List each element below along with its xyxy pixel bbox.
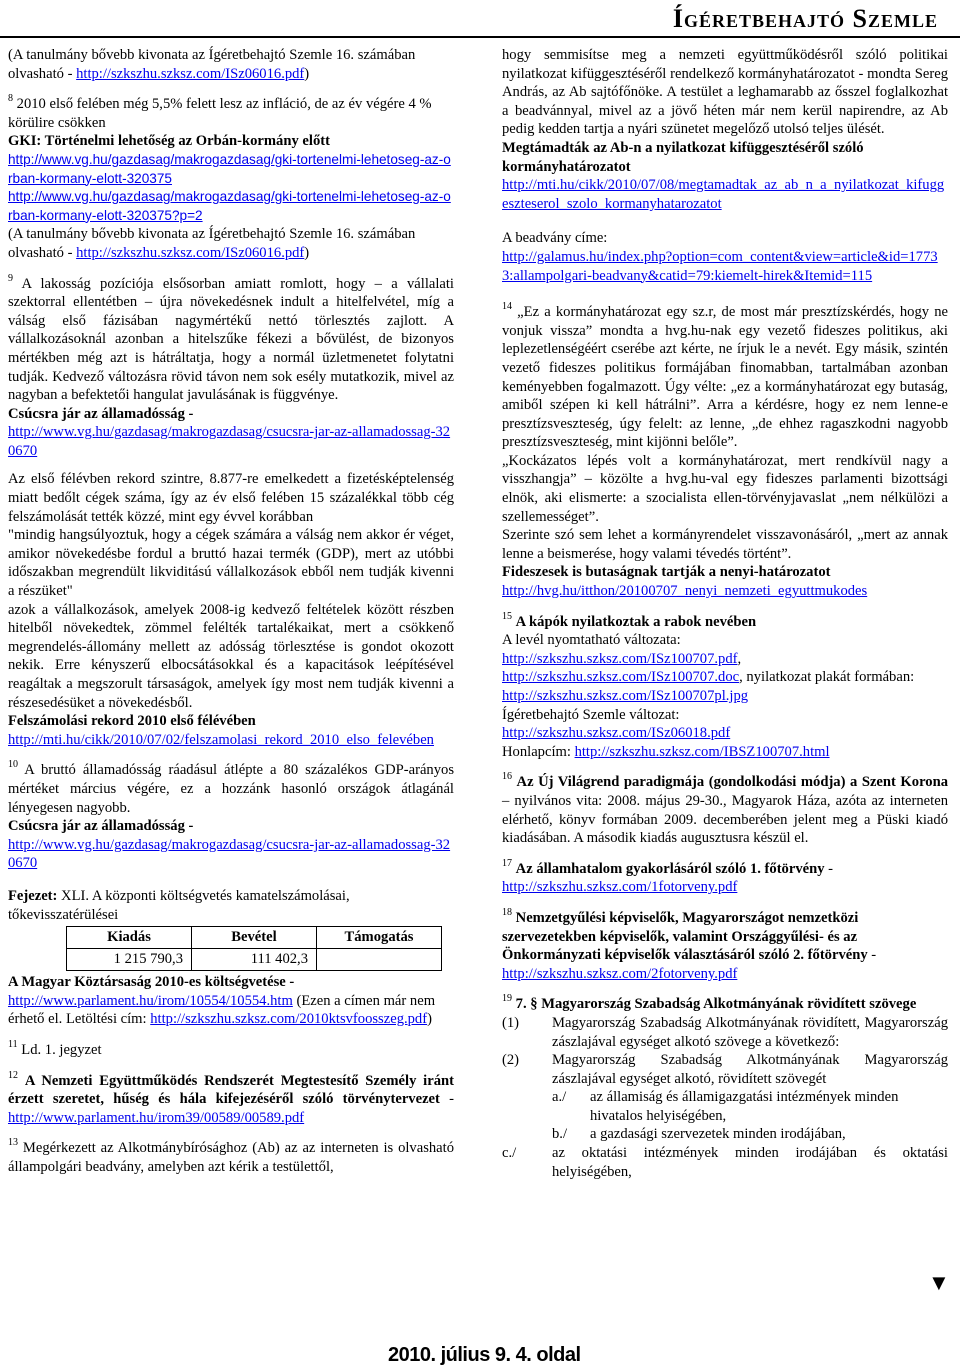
continue-arrow-icon: ▼ (928, 1270, 950, 1295)
list-item: c./ az oktatási intézmények minden irodájában és oktatási helyiségében, (502, 1145, 948, 1180)
quote: "mindig hangsúlyoztuk, hogy a cégek számára a válság nem akkor ér véget, amikor növekedésbe fordul a bruttó hazai termék (GDP), mert az utóbbi időszakban megrendült likviditású vállalkozások ebből nem tudják kivenni a részüket" (8, 527, 454, 600)
link[interactable]: http://hvg.hu/itthon/20100707_nenyi_nemzeti_egyuttmukodes (502, 583, 868, 600)
link[interactable]: http://www.vg.hu/gazdasag/makrogazdasag/csucsra-jar-az-allamadossag-320670 (8, 424, 451, 459)
link[interactable]: http://szkszhu.szksz.com/ISz100707.pdf (502, 650, 738, 667)
article-title: Felszámolási rekord 2010 első félévében (8, 713, 256, 730)
link[interactable]: http://szkszhu.szksz.com/ISz100707.doc (502, 669, 740, 686)
link[interactable]: http://www.parlament.hu/irom/10554/10554.htm (8, 992, 293, 1009)
link[interactable]: http://www.vg.hu/gazdasag/makrogazdasag/gki-tortenelmi-lehetoseg-az-orban-kormany-elott-320375?p=2 (8, 189, 451, 223)
label: A beadvány címe: (502, 230, 608, 247)
link[interactable]: http://galamus.hu/index.php?option=com_content&view=article&id=17733:allampolgari-beadvany&catid=79:kiemelt-hirek&Itemid=115 (502, 248, 938, 284)
table-cell: 111 402,3 (192, 949, 317, 971)
table-row (67, 949, 442, 971)
list-item: a./ az államiság és államigazgatási intézmények minden hivatalos helyiségében, (552, 1089, 899, 1124)
article-title: Fideszesek is butaságnak tartják a nenyi-határozatot (502, 564, 831, 581)
constitution-list (502, 1014, 948, 1181)
article-title: Megtámadták az Ab-n a nyilatkozat kifüggesztéséről szóló kormányhatározatot (502, 139, 864, 175)
link[interactable]: http://szkszhu.szksz.com/1fotorveny.pdf (502, 879, 738, 896)
left-column (8, 46, 454, 1176)
article-title: Csúcsra jár az államadósság - (8, 405, 194, 422)
link[interactable]: http://szkszhu.szksz.com/IBSZ100707.html (574, 743, 830, 760)
table-header: Bevétel (192, 927, 317, 949)
paragraph: Az első félévben rekord szintre, 8.877-re emelkedett a fizetésképtelenség miatt bedőlt cégek száma, így az év első felében 15 százalékkal több cég felszámolását tették közzé, mint egy évvel korábban (8, 471, 454, 525)
list-item: (1) Magyarország Szabadság Alkotmányának rövidített, Magyarország zászlajával egységet alkotó szövege a következő: (502, 1014, 948, 1050)
footnote-18: $^{18}$ Nemzetgyűlési képviselők, Magyarországot nemzetközi szervezetekben képviselők, valamint Országgyűlési- és az Önkormányzati képviselők választásáról szóló 2. főtörvény - (502, 906, 877, 964)
footnote-9: $^9$ A lakosság pozíciója elsősorban amiatt romlott, hogy – a vállalati szektorral ellentétben – újra növekedésnek indult a hitelfelvétel, míg a válság első fázisában nagymértékű nettó törlesztés zajlott. A vállalkozásoknál azonban a hitelszűke fékezi a bővülést, de bizonyos mértékben még azt is hátráltatja, hogy a normál üzletmenetet folytatni tudják. Kedvező változásra rövid távon nem sok esély mutatkozik, mivel az nagyban a befektetői hangulat javulásának is függvénye. (8, 272, 454, 404)
table-header: Támogatás (317, 927, 442, 949)
link[interactable]: http://szkszhu.szksz.com/ISz100707pl.jpg (502, 688, 749, 704)
table-cell: 1 215 790,3 (67, 949, 192, 971)
page-header (0, 0, 960, 38)
paragraph: hogy semmisítse meg a nemzeti együttműködésről szóló politikai nyilatkozat kifüggesztéséről rendelkező kormányhatározatot - mondta Sereg András, az Ab sajtófőnöke. A testület a leghamarabb az ősszel foglalkozhat a beadvánnyal, mivel az a jövő héten már nem kerül napirendre, az Ab pedig kedden tartja a nyári szünetet megelőző utolsó teljes ülését. (502, 47, 948, 138)
footnote-15: $^{15}$ A kápók nyilatkoztak a rabok nevében (502, 610, 757, 630)
paragraph: (A tanulmány bővebb kivonata az Ígéretbehajtó Szemle 16. számában olvasható - http://szkszhu.szksz.com/ISz06016.pdf) (8, 47, 416, 82)
link[interactable]: http://mti.hu/cikk/2010/07/02/felszamolasi_rekord_2010_elso_felevében (8, 731, 434, 748)
footnote-16: $^{16}$ Az Új Világrend paradigmája (gondolkodási módja) a Szent Korona – nyilvános vita: 2008. május 29-30., Magyarok Háza, azóta az interneten elérhető, könyv formában 2009. decemberében jelent meg a Püski kiadó kiadásában. A második kiadás augusztusra készül el. (502, 771, 948, 847)
chapter-line: Fejezet: XLI. A központi költségvetés kamatelszámolásai, tőkevisszatérülései (8, 887, 350, 923)
page-footer (0, 1342, 960, 1370)
footnote-14: $^{14}$ „Ez a kormányhatározat egy sz.r, de most már presztízskérdés, hogy ne vonjuk vissza” mondta a hvg.hu-nak egy vezető fideszes politikus, aki leplezetlenségéért cserébe azt kérte, ne írjuk le a nevét. Egy másik, szintén vezető fideszes politikus formájában finomabban, tartalmában azonban keményebben fogalmazott. Úgy vélte: „ez a kormányhatározat egy butaság, amiből szépen ki kell hátrálni”. Arra a kérdésre, hogy ez nem lenne-e presztízsveszteség, úgy felelt: az lenne, „de ehhez ragaszkodni nagyobb presztízsveszteség, mint kijönni belőle”. (502, 301, 948, 451)
page-footer-text: 2010. július 9. 4. oldal (388, 1344, 581, 1366)
footnote-19: $^{19}$ 7. § Magyarország Szabadság Alkotmányának rövidített szövege (502, 993, 917, 1013)
paragraph: (A tanulmány bővebb kivonata az Ígéretbehajtó Szemle 16. számában olvasható - http://szkszhu.szksz.com/ISz06016.pdf) (8, 226, 416, 261)
footnote-17: $^{17}$ Az államhatalom gyakorlásáról szóló 1. főtörvény - (502, 857, 834, 877)
footnote-10: $^{10}$ A bruttó államadósság ráadásul átlépte a 80 százalékos GDP-arányos mértéket március végére, ez a hozzánk hasonló országok átlagánál lényegesen nagyobb. (8, 759, 454, 816)
list-item: b./ a gazdasági szervezetek minden irodájában, (552, 1126, 846, 1143)
link[interactable]: http://szkszhu.szksz.com/ISz06018.pdf (502, 725, 731, 742)
right-column: hogy semmisítse meg a nemzeti együttműködésről szóló politikai nyilatkozat kifüggesztéséről rendelkező kormányhatározatot - mondta Sereg András, az Ab sajtófőnöke. A testület a leghamarabb az ősszel foglalkozhat a beadvánnyal, mivel az a jövő héten már nem kerül napirendre, az Ab pedig kedden tartja a nyári szünetet megelőző utolsó teljes ülését. Megtámadták az Ab-n a nyilatkozat kifüggesztéséről szóló kormányhatározatot http://mti.hu/cikk/2010/07/08/megtamadtak_az_ab_n_a_nyilatkozat_kifuggeszteserol_szolo_kormanyhatarozatot A beadvány címe: http://galamus.hu/index.php?option=com_content&view=article&id=17733:allampolgari-beadvany&catid=79:kiemelt-hirek&Itemid=115 $^{14}$ „Ez a kormányhatározat egy sz.r, de most már presztízskérdés, hogy ne vonjuk vissza” mondta a hvg.hu-nak egy vezető fideszes politikus, aki leplezetlenségéért cserébe azt kérte, ne írjuk le a nevét. Egy másik, szintén vezető fideszes politikus formájában finomabban, tartalmában azonban keményebben fogalmazott. Úgy vélte: „ez a kormányhatározat egy butaság, amiből szépen ki kell hátrálni”. Arra a kérdésre, hogy ez nem lenne-e presztízsveszteség, úgy felelt: az lenne, „de ehhez ragaszkodni nagyobb presztízsveszteség, mint kijönni belőle”. „Kockázatos lépés volt a kormányhatározat, mert rendkívül nagy a visszhangja” – közölte a hvg.hu-val egy fideszes parlamenti bizottsági elnök, aki elismerte: a szocialista ellen-törvényjavaslat „nem nélkülözi a szellemességet”. Szerinte szó sem lehet a kormányrendelet visszavonásáról, „mert az annak lenne a beismerése, hogy valami tévedés történt”. Fideszesek is butaságnak tartják a nenyi-határozatot http://hvg.hu/itthon/20100707_nenyi_nemzeti_egyuttmukodes $^{15}$ A kápók nyilatkoztak a rabok nevében A levél nyomtatható változata: http://szkszhu.szksz.com/ISz100707.pdf, http://szkszhu.szksz.com/ISz100707.doc, nyilatkozat plakát formában: http://szkszhu.szksz.com/ISz100707pl.jpg Ígéretbehajtó Szemle változat: http://szkszhu.szksz.com/ISz06018.pdf Honlapcím: http://szkszhu.szksz.com/IBSZ100707.html $^{16}$ Az Új Világrend paradigmája (gondolkodási módja) a Szent Korona – nyilvános vita: 2008. május 29-30., Magyarok Háza, azóta az interneten elérhető, könyv formában 2009. decemberében jelent meg a Püski kiadó kiadásában. A második kiadás augusztusra készül el. $^{17}$ Az államhatalom gyakorlásáról szóló 1. főtörvény - http://szkszhu.szksz.com/1fotorveny.pdf $^{18}$ Nemzetgyűlési képviselők, Magyarországot nemzetközi szervezetekben képviselők, valamint Országgyűlési- és az Önkormányzati képviselők választásáról szóló 2. főtörvény - http://szkszhu.szksz.com/2fotorveny.pdf $^{19}$ 7. § Magyarország Szabadság Alkotmányának rövidített szövege (1) Magyarország Szabadság Alkotmányának rövidített, Magyarország zászlajával egységet alkotó szövege a következő: (2) Magyarország Szabadság Alkotmányának Magyarország zászlajával egységet alkotó, rövidített szövegét a./ az államiság és államigazgatási intézmények minden hivatalos helyiségében, b./ a gazdasági szervezetek minden irodájában, c./ az oktatási intézmények minden irodájában és oktatási helyiségében, (502, 47, 948, 1180)
footnote-13: $^{13}$ Megérkezett az Alkotmánybírósághoz (Ab) az az interneten is olvasható állampolgári beadvány, amelyben azt kérik a testülettől, (8, 1137, 455, 1175)
paragraph: azok a vállalkozások, amelyek 2008-ig kedvező feltételek között részben hitelből növekedtek, zömmel felélték tartalékaikat, mert a csökkenő megrendelés-állomány mellett az adósság törlesztése is gondot okozott nekik. Erre kényszerű elbocsátásokkal és a kapacitások leépítésével reagáltak a megszorult társaságok, amelyek így most nem tudják kivenni a részesedésüket a növekedésből. (8, 601, 454, 711)
table-header: Kiadás (67, 927, 192, 949)
link[interactable]: http://szkszhu.szksz.com/ISz06016.pdf (76, 244, 305, 261)
article-title: GKI: Történelmi lehetőség az Orbán-kormány előtt (8, 133, 330, 150)
budget-table (66, 926, 442, 971)
link[interactable]: http://szkszhu.szksz.com/2fotorveny.pdf (502, 965, 738, 982)
footnote-12: $^{12}$ A Nemzeti Együttműködés Rendszerét Megtestesítő Személy iránt érzett szeretet, hűség és hála kifejezéséről szóló törvénytervezet - http://www.parlament.hu/irom39/00589/00589.pdf (8, 1069, 455, 1126)
link[interactable]: http://www.vg.hu/gazdasag/makrogazdasag/gki-tortenelmi-lehetoseg-az-orban-kormany-elott-320375 (8, 151, 451, 186)
paragraph: http://www.parlament.hu/irom/10554/10554.htm (Ezen a címen már nem érhető el. Letöltési cím: http://szkszhu.szksz.com/2010ktsvfoosszeg.pdf) (8, 992, 436, 1028)
paragraph: „Kockázatos lépés volt a kormányhatározat, mert rendkívül nagy a visszhangja” – közölte a hvg.hu-val egy fideszes parlamenti bizottsági elnök, aki elismerte: a szocialista ellen-törvényjavaslat „nem nélkülözi a szellemességet”. (502, 452, 948, 525)
header-rule (0, 36, 960, 38)
article-title: Csúcsra jár az államadósság - (8, 818, 194, 835)
link[interactable]: http://www.parlament.hu/irom39/00589/00589.pdf (8, 1109, 305, 1126)
paragraph: Szerinte szó sem lehet a kormányrendelet visszavonásáról, „mert az annak lenne a beismerése, hogy valami tévedés történt”. (502, 527, 948, 562)
table-cell (317, 949, 442, 971)
article-title: A Magyar Köztársaság 2010-es költségvetése - (8, 974, 295, 991)
link[interactable]: http://szkszhu.szksz.com/ISz06016.pdf (76, 65, 305, 82)
paragraph: A levél nyomtatható változata: (502, 632, 681, 649)
list-item: (2) Magyarország Szabadság Alkotmányának Magyarország zászlajával egységet alkotó, rövidített szövegét (502, 1052, 948, 1087)
publication-title: Ígéretbehajtó Szemle (672, 4, 938, 33)
link[interactable]: http://mti.hu/cikk/2010/07/08/megtamadtak_az_ab_n_a_nyilatkozat_kifuggeszteserol_szolo_kormanyhatarozatot (502, 177, 945, 212)
footnote-8: $^8$ 2010 első felében még 5,5% felett lesz az infláció, de az év végére 4 % körülire csökken (8, 93, 432, 131)
paragraph: Ígéretbehajtó Szemle változat: (502, 706, 680, 723)
footnote-11: $^{11}$ Ld. 1. jegyzet (8, 1038, 102, 1058)
link[interactable]: http://szkszhu.szksz.com/2010ktsvfoosszeg.pdf (150, 1011, 428, 1028)
link[interactable]: http://www.vg.hu/gazdasag/makrogazdasag/csucsra-jar-az-allamadossag-320670 (8, 836, 451, 872)
